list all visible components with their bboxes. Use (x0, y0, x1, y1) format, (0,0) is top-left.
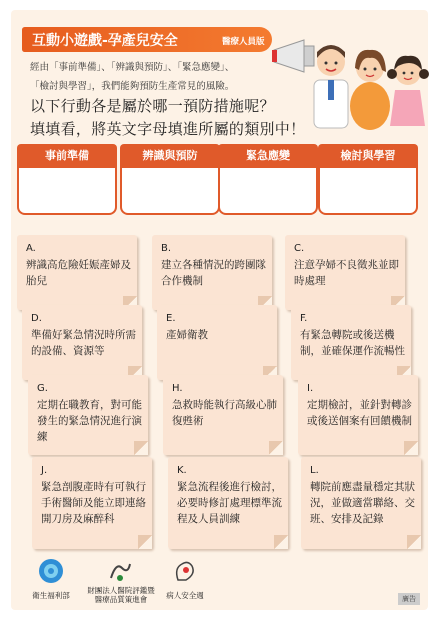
card-j (32, 457, 152, 549)
category-label: 事前準備 (17, 144, 117, 168)
card-text: 定期檢討，並針對轉診或後送個案有回饋機制 (307, 399, 412, 427)
title-banner (22, 27, 272, 52)
card-e (157, 305, 277, 380)
card-text: 定期在職教育，對可能發生的緊急情況進行演練 (37, 399, 142, 443)
card-text: 產婦衛教 (166, 329, 208, 341)
card-text: 轉院前應盡量穩定其狀況，並做適當聯絡、交班、安排及記錄 (310, 481, 415, 525)
card-text: 有緊急轉院或後送機制，並確保運作流暢性 (300, 329, 405, 357)
card-letter: F. (300, 313, 308, 324)
card-letter: H. (172, 383, 183, 394)
answer-box[interactable] (218, 168, 318, 215)
card-letter: D. (31, 313, 42, 324)
category-emergency (218, 144, 318, 215)
card-f (291, 305, 411, 380)
card-letter: G. (37, 383, 48, 394)
answer-box[interactable] (17, 168, 117, 215)
patient-safety-logo-icon (172, 558, 198, 584)
category-identification (120, 144, 220, 215)
card-letter: L. (310, 465, 319, 476)
girl-character (387, 56, 429, 126)
category-label: 檢討與學習 (318, 144, 418, 168)
doctor-character (314, 45, 348, 128)
category-label: 緊急應變 (218, 144, 318, 168)
pregnant-woman-character (350, 50, 390, 130)
page-label: 廣告 (398, 593, 420, 605)
card-text: 建立各種情況的跨團隊合作機制 (161, 259, 266, 287)
page-title: 互動小遊戲-孕產兒安全 (32, 33, 178, 49)
question-line-2: 填填看，將英文字母填進所屬的類別中！ (30, 120, 306, 138)
card-letter: C. (294, 243, 305, 254)
page-subtitle: 醫療人員版 (222, 37, 265, 47)
card-b (152, 235, 272, 310)
card-h (163, 375, 283, 455)
card-a (17, 235, 137, 310)
logo-label-patient-safety: 病人安全週 (166, 591, 204, 600)
intro-line-2: 「檢討與學習」，我們能夠預防生產常見的風險。 (30, 81, 235, 92)
card-text: 緊急流程後進行檢討，必要時修訂處理標準流程及人員訓練 (177, 481, 282, 525)
card-k (168, 457, 288, 549)
category-review (318, 144, 418, 215)
card-letter: E. (166, 313, 176, 324)
card-c (285, 235, 405, 310)
mohw-logo-icon (38, 558, 64, 584)
card-i (298, 375, 418, 455)
card-letter: J. (41, 465, 48, 476)
answer-box[interactable] (120, 168, 220, 215)
card-letter: I. (307, 383, 314, 394)
card-letter: B. (161, 243, 172, 254)
card-text: 急救時能執行高級心肺復甦術 (172, 399, 277, 427)
card-l (301, 457, 421, 549)
answer-box[interactable] (318, 168, 418, 215)
category-preparation (17, 144, 117, 215)
logo-label-jct: 財團法人醫院評鑑暨醫療品質策進會 (87, 586, 155, 604)
doctor-family-illustration (270, 20, 430, 130)
card-text: 準備好緊急情況時所需的設備、資源等 (31, 329, 136, 357)
card-text: 緊急剖腹產時有可執行手術醫師及能立即連絡開刀房及麻醉科 (41, 481, 146, 525)
intro-line-1: 經由「事前準備」、「辨識與預防」、「緊急應變」、 (30, 62, 235, 73)
card-g (28, 375, 148, 455)
category-label: 辨識與預防 (120, 144, 220, 168)
card-text: 注意孕婦不良徵兆並即時處理 (294, 259, 399, 287)
logo-label-mohw: 衛生福利部 (32, 591, 70, 600)
card-text: 辨識高危險妊娠產婦及胎兒 (26, 259, 131, 287)
megaphone-icon (272, 40, 314, 72)
card-letter: A. (26, 243, 36, 254)
card-letter: K. (177, 465, 187, 476)
question-line-1: 以下行動各是屬於哪一預防措施呢？ (30, 97, 275, 115)
jct-logo-icon (108, 558, 132, 584)
card-d (22, 305, 142, 380)
